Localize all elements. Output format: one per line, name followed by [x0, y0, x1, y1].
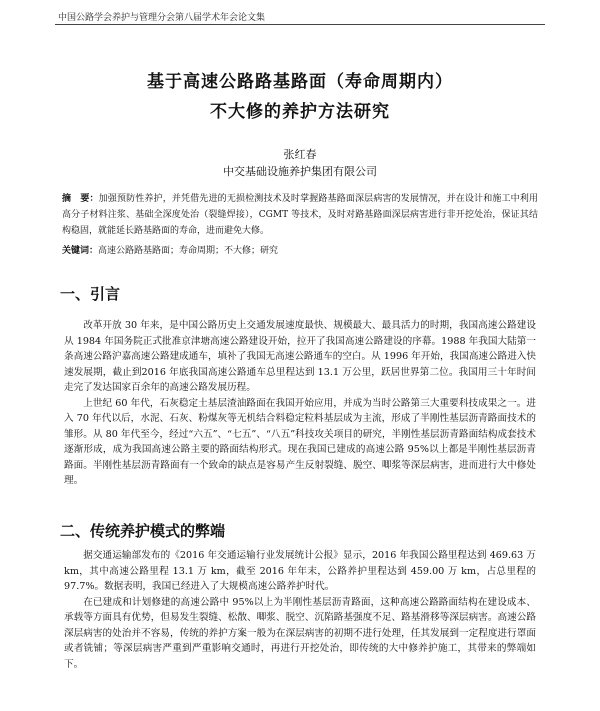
abstract-text: 加强预防性养护，并凭借先进的无损检测技术及时掌握路基路面深层病害的发展情况，并在设计和施工中利用高分子材料注浆、基础全深度处治（裂缝焊接），CGMT 等技术，及时对路基路面深层病害进行非开挖处治，保证其结构稳固，就能延长路基路面的寿命，进而避免大修。: [62, 194, 538, 236]
paragraph: 上世纪 60 年代，石灰稳定土基层渣油路面在我国开始应用，并成为当时公路第三大重要科技成果之一。进入 70 年代以后，水泥、石灰、粉煤灰等无机结合料稳定粒料基层成为主流，形成了半刚性基层沥青路面技术的雏形。从 80 年代至今，经过“六五”、“七五”、“八五”科技攻关项目的研究，半刚性基层沥青路面结构成套技术逐渐形成，成为我国高速公路主要的路面结构形式。现在我国已建成的高速公路 95%以上都是半刚性基层沥青路面。半刚性基层沥青路面有一个致命的缺点是容易产生反射裂缝、脱空、唧浆等深层病害，进而进行大中修处理。: [64, 397, 536, 486]
paragraph: 改革开放 30 年来，是中国公路历史上交通发展速度最快、规模最大、最具活力的时期，我国高速公路建设从 1984 年国务院正式批准京津塘高速公路建设开始，拉开了我国高速公路建设的序幕。1988 年我国大陆第一条高速公路沪嘉高速公路建成通车，填补了我国无高速公路通车的空白。从 1996 年开始，我国高速公路进入快速发展期，截止到2016 年底我国高速公路通车总里程达到 13.1 万公里，跃居世界第二位。我国用三十年时间走完了发达国家百余年的高速公路发展历程。: [64, 320, 536, 393]
section-1-body: [64, 318, 536, 489]
author-name: 张红春: [283, 148, 317, 161]
paragraph: 在已建成和计划修建的高速公路中 95%以上为半刚性基层沥青路面，这种高速公路路面结构在建设成本、承载等方面具有优势，但易发生裂缝、松散、唧浆、脱空、沉陷路基强度不足、路基滑移等深层病害。高速公路深层病害的处治并不容易，传统的养护方案一般为在深层病害的初期不进行处理，任其发展到一定程度进行罩面或者铣铺；等深层病害严重到严重影响交通时，再进行开挖处治，即传统的大中修养护施工，其带来的弊端如下。: [64, 596, 536, 670]
author-affiliation: 中交基础设施养护集团有限公司: [223, 165, 377, 178]
keywords-text: 高速公路路基路面；寿命周期；不大修；研究: [98, 246, 279, 256]
paragraph: 据交通运输部发布的《2016 年交通运输行业发展统计公报》显示，2016 年我国公路里程达到 469.63 万 km，其中高速公路里程 13.1 万 km，截至 2016 年年末，公路养护里程达到 459.00 万 km，占总里程的 97.7%。数据表明，我国已经进入了大规模高速公路养护时代。: [64, 550, 536, 592]
paper-title-line-1: 基于高速公路路基路面（寿命周期内）: [147, 72, 453, 92]
header-rule: [55, 24, 545, 25]
abstract: [62, 191, 538, 239]
keywords: [62, 243, 538, 259]
section-heading-traditional-maintenance: 二、传统养护模式的弊端: [60, 522, 226, 540]
keywords-label: 关键词：: [62, 246, 99, 256]
abstract-label: 摘 要：: [62, 194, 99, 204]
running-header: 中国公路学会养护与管理分会第八届学术年会论文集: [58, 13, 266, 23]
paper-title-line-2: 不大修的养护方法研究: [210, 102, 390, 122]
section-heading-introduction: 一、引言: [60, 285, 121, 303]
section-2-body: [64, 548, 536, 672]
